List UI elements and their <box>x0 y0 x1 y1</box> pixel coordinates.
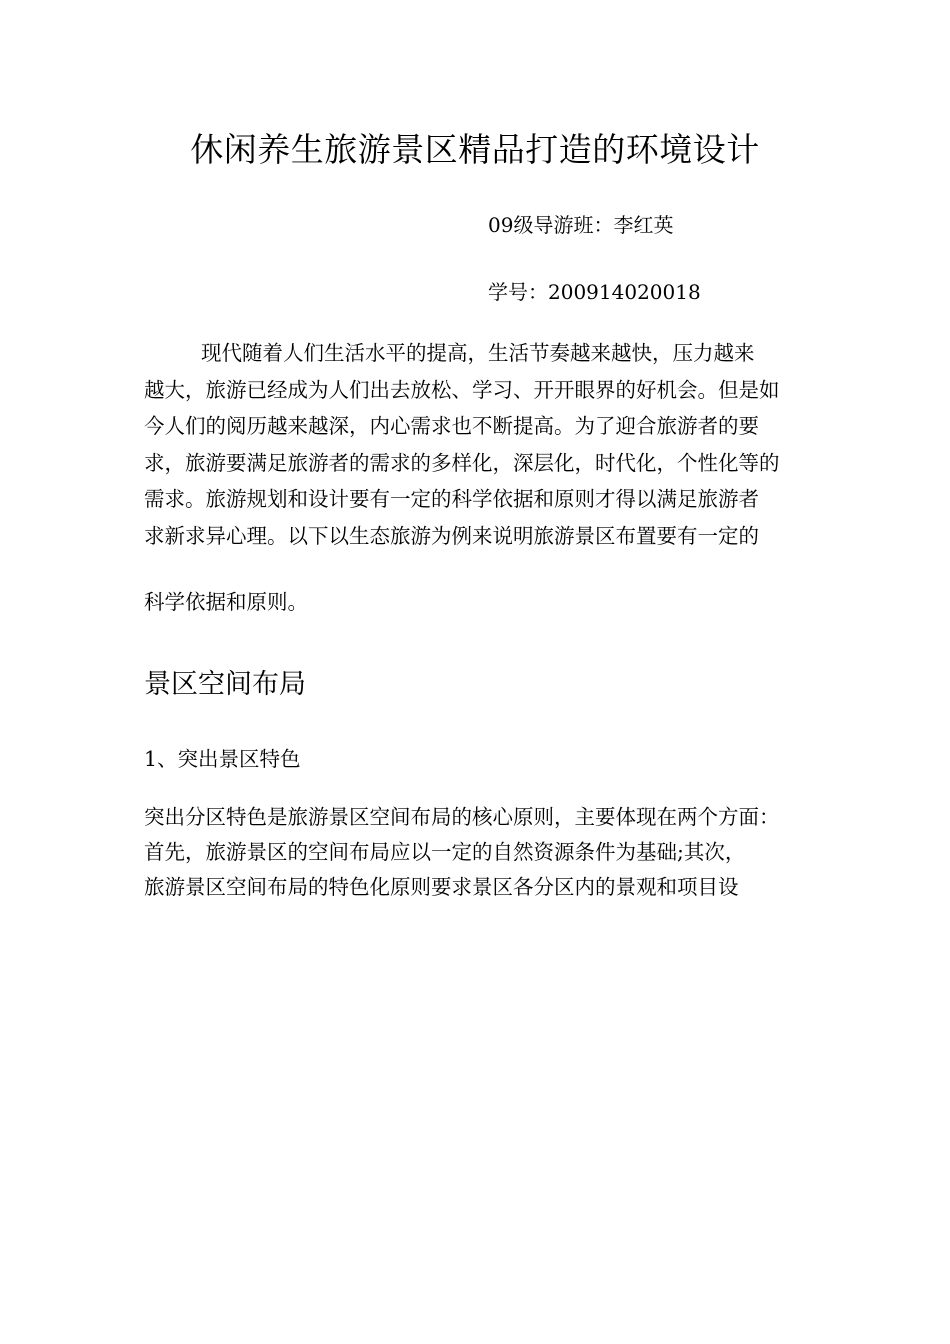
paragraph-line: 需求。旅游规划和设计要有一定的科学依据和原则才得以满足旅游者 <box>144 487 759 511</box>
section-heading: 景区空间布局 <box>144 669 306 700</box>
paragraph-line: 越大，旅游已经成为人们出去放松、学习、开开眼界的好机会。但是如 <box>144 377 780 402</box>
document-title: 休闲养生旅游景区精品打造的环境设计 <box>190 130 760 169</box>
paragraph-line: 现代随着人们生活水平的提高，生活节奏越来越快，压力越来 <box>201 341 755 365</box>
intro-paragraph <box>144 335 808 554</box>
subheading: 1、突出景区特色 <box>144 747 301 771</box>
paragraph-line: 突出分区特色是旅游景区空间布局的核心原则，主要体现在两个方面： <box>144 805 780 829</box>
student-id-line: 学号：200914020018 <box>488 280 701 304</box>
paragraph-line: 今人们的阅历越来越深，内心需求也不断提高。为了迎合旅游者的要 <box>144 414 759 438</box>
paragraph-line: 旅游景区空间布局的特色化原则要求景区各分区内的景观和项目设 <box>144 875 739 899</box>
intro-paragraph-tail: 科学依据和原则。 <box>144 590 308 614</box>
section-paragraph <box>144 800 808 905</box>
paragraph-line: 求新求异心理。以下以生态旅游为例来说明旅游景区布置要有一定的 <box>144 523 759 548</box>
paragraph-line: 求，旅游要满足旅游者的需求的多样化，深层化，时代化，个性化等的 <box>144 450 780 475</box>
author-line: 09级导游班：李红英 <box>488 213 674 237</box>
paragraph-line: 首先，旅游景区的空间布局应以一定的自然资源条件为基础;其次， <box>144 840 746 864</box>
